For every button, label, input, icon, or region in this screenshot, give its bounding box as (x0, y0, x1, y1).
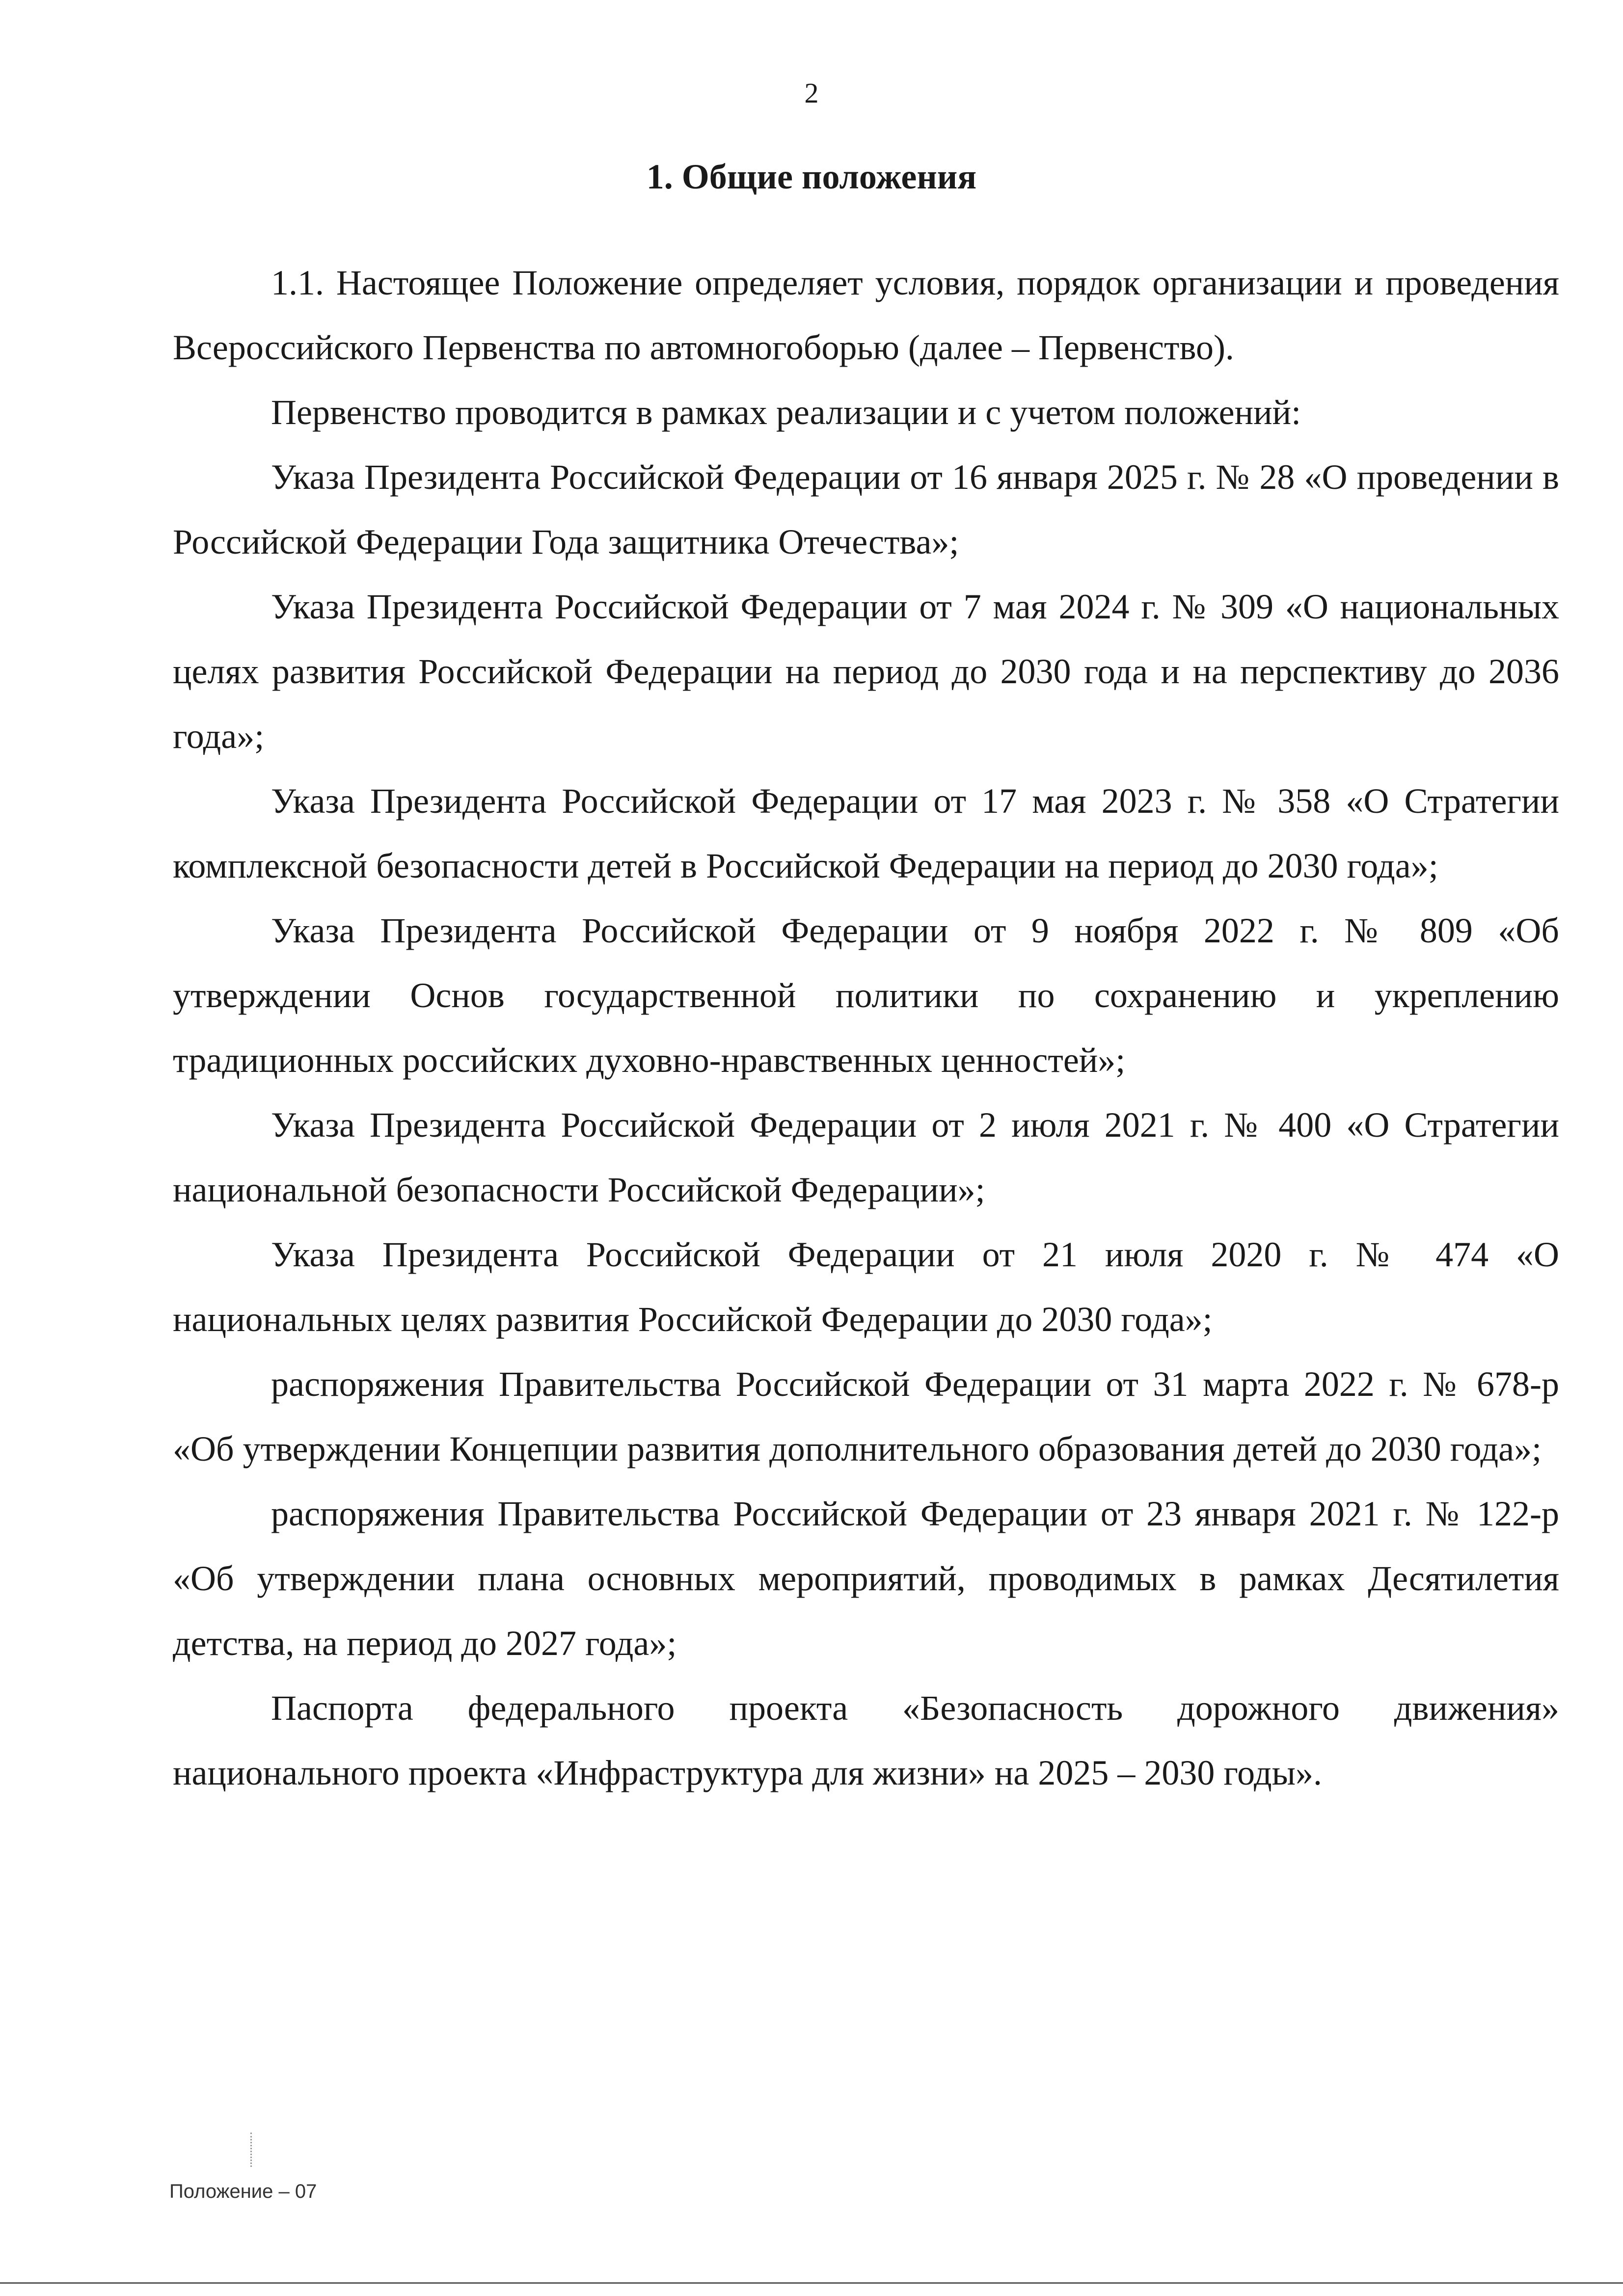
document-body (173, 250, 1559, 1805)
page-number: 2 (804, 77, 819, 109)
paragraph-passport: Паспорта федерального проекта «Безопасность дорожного движения» национального проекта «Инфраструктура для жизни» на 2025 – 2030 годы». (173, 1688, 1559, 1792)
paragraph-decree-2021: Указа Президента Российской Федерации от 2 июля 2021 г. № 400 «О Стратегии национальной безопасности Российской Федерации»; (173, 1105, 1559, 1209)
scan-mark (250, 2133, 253, 2167)
footer-note: Положение – 07 (169, 2181, 317, 2202)
paragraph-decree-2025: Указа Президента Российской Федерации от 16 января 2025 г. № 28 «О проведении в Российской Федерации Года защитника Отечества»; (173, 457, 1559, 561)
bottom-rule (0, 2282, 1623, 2284)
paragraph-1-1: 1.1. Настоящее Положение определяет условия, порядок организации и проведения Всероссийского Первенства по автомногоборью (далее – Первенство). (173, 263, 1559, 367)
paragraph-order-2021: распоряжения Правительства Российской Федерации от 23 января 2021 г. № 122-р «Об утверждении плана основных мероприятий, проводимых в рамках Десятилетия детства, на период до 2027 года»; (173, 1494, 1559, 1663)
paragraph-decree-2022: Указа Президента Российской Федерации от 9 ноября 2022 г. № 809 «Об утверждении Основ государственной политики по сохранению и укреплению традиционных российских духовно-нравственных ценностей»; (173, 911, 1559, 1080)
paragraph-decree-2023: Указа Президента Российской Федерации от 17 мая 2023 г. № 358 «О Стратегии комплексной безопасности детей в Российской Федерации на период до 2030 года»; (173, 781, 1559, 885)
paragraph-intro: Первенство проводится в рамках реализации и с учетом положений: (271, 393, 1301, 432)
paragraph-decree-2024: Указа Президента Российской Федерации от 7 мая 2024 г. № 309 «О национальных целях развития Российской Федерации на период до 2030 года и на перспективу до 2036 года»; (173, 587, 1559, 756)
paragraph-decree-2020: Указа Президента Российской Федерации от 21 июля 2020 г. № 474 «О национальных целях развития Российской Федерации до 2030 года»; (173, 1235, 1559, 1339)
section-title: 1. Общие положения (646, 157, 977, 196)
paragraph-order-2022: распоряжения Правительства Российской Федерации от 31 марта 2022 г. № 678-р «Об утверждении Концепции развития дополнительного образования детей до 2030 года»; (173, 1364, 1559, 1468)
